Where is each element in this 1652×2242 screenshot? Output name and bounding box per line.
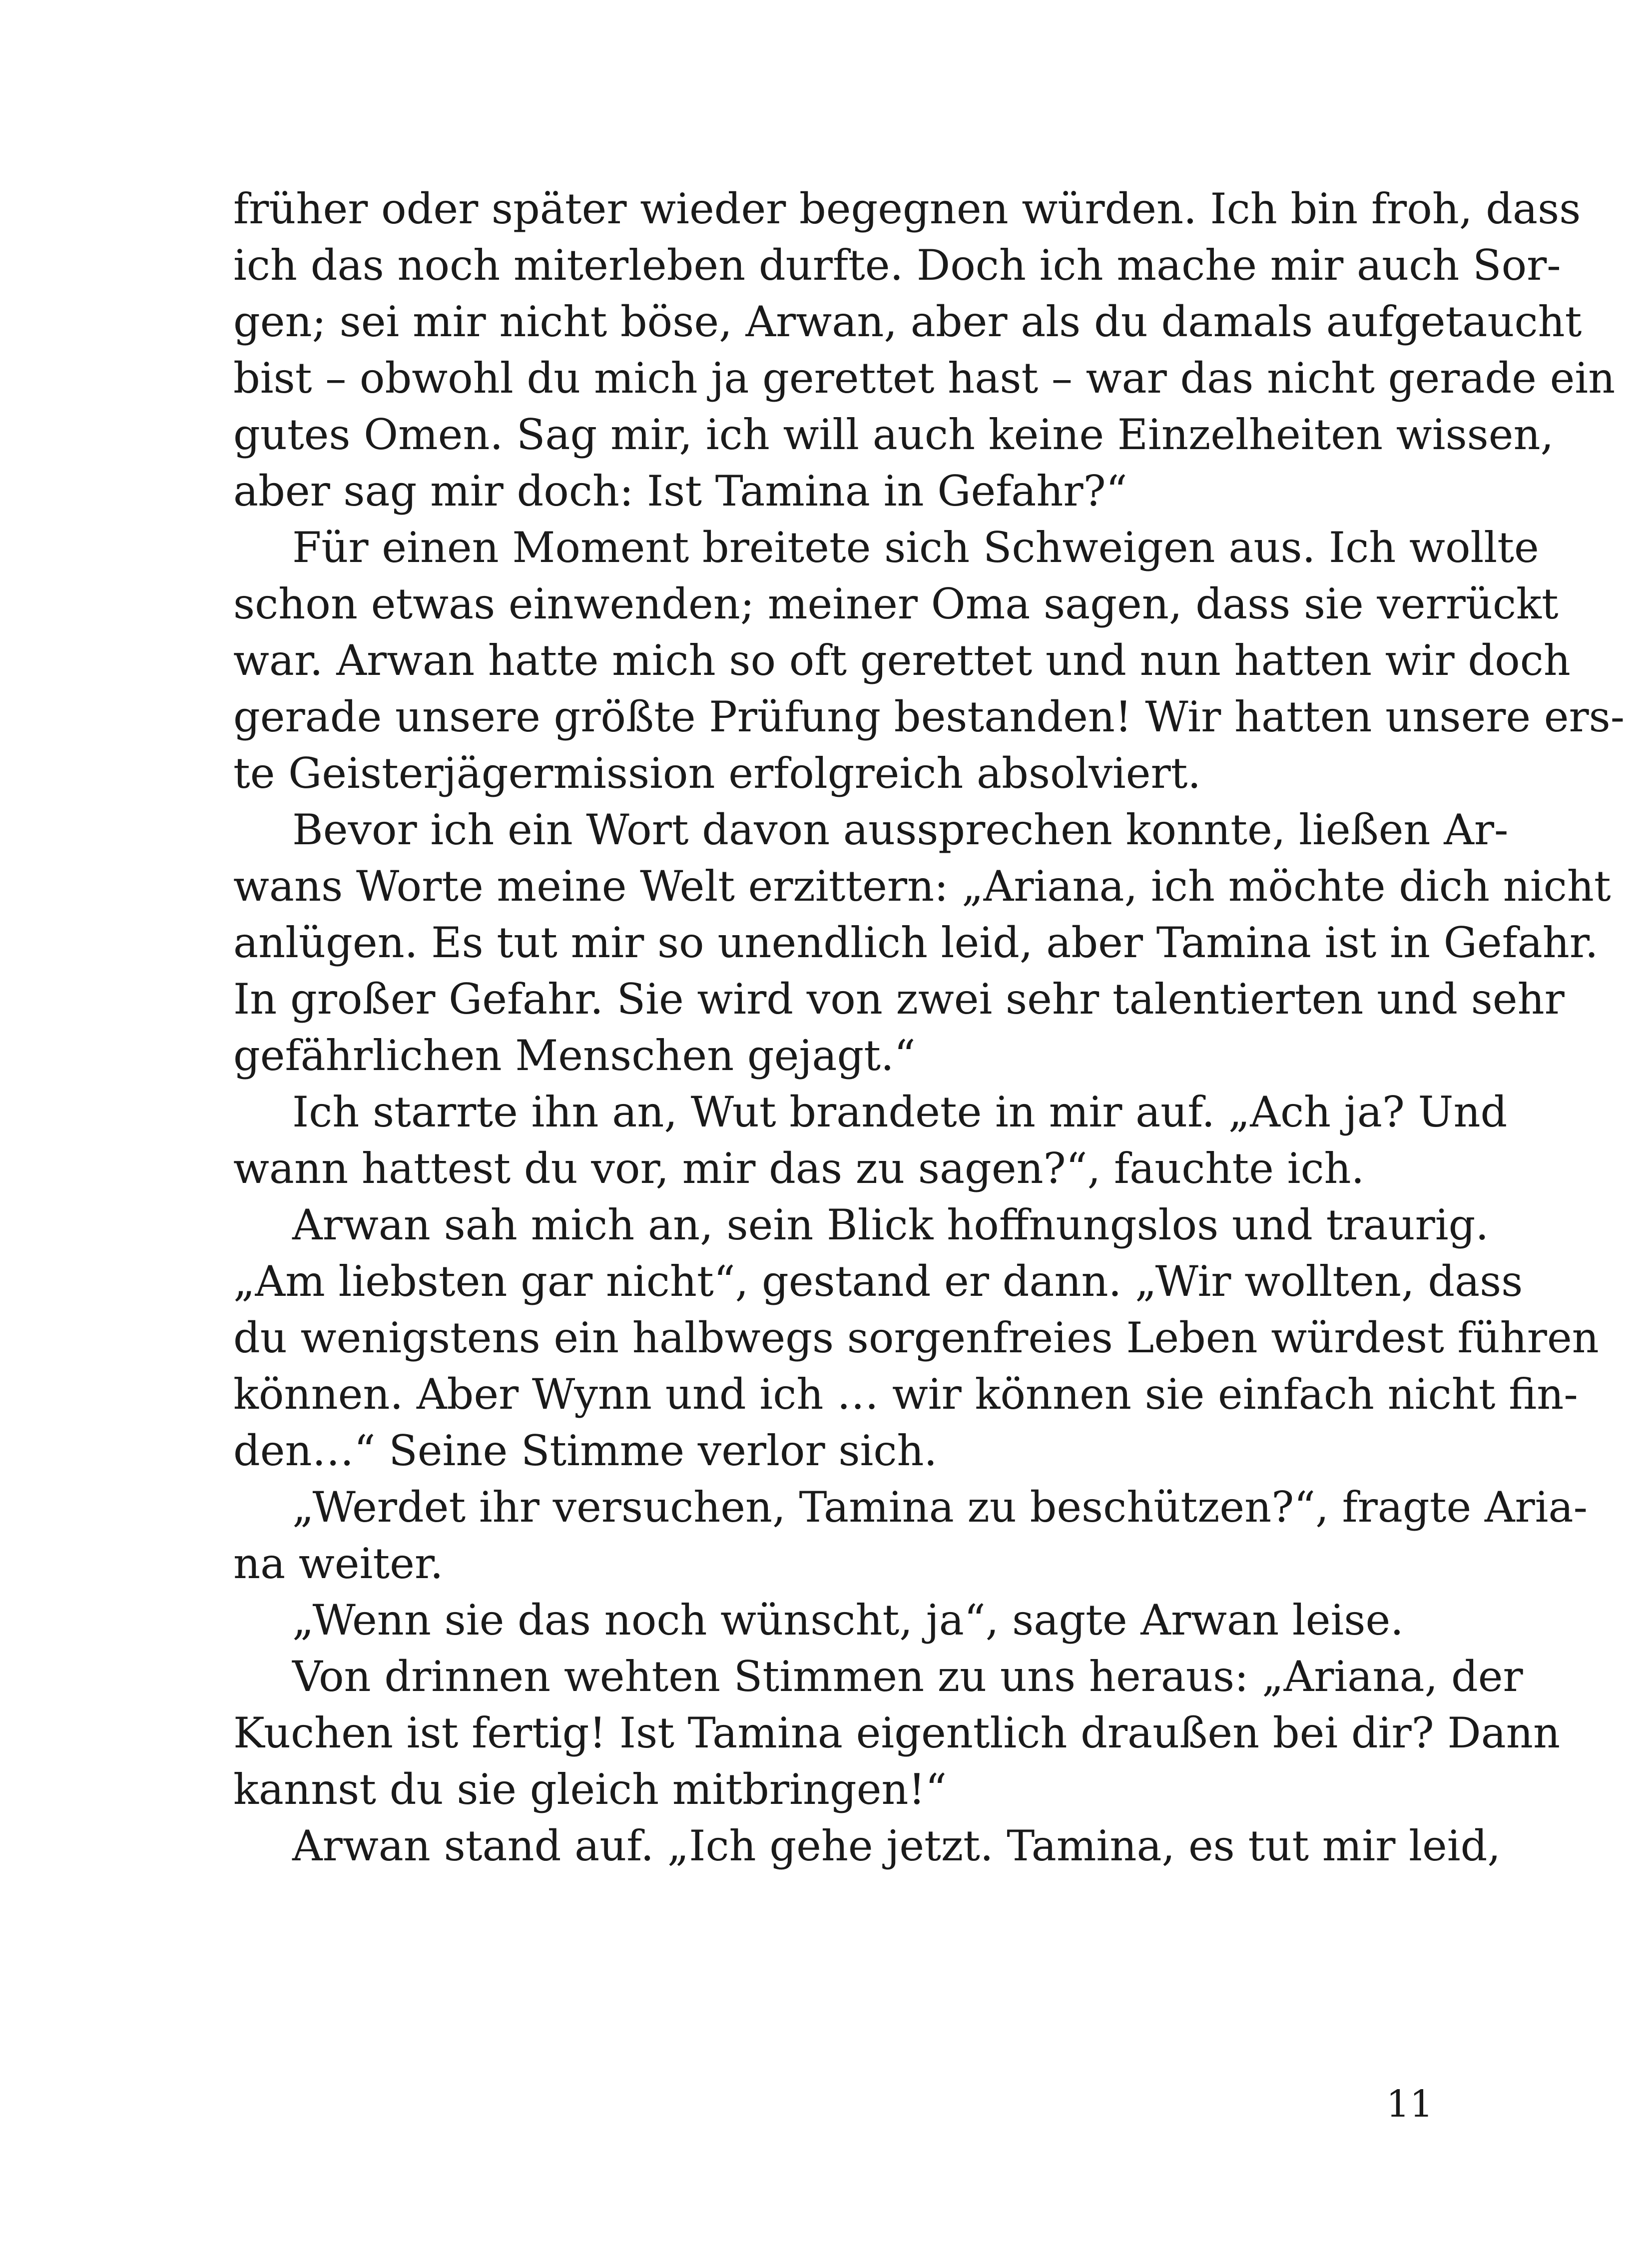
paragraph-first-line: Arwan sah mich an, sein Blick hoffnungslos und traurig. <box>292 1200 1489 1249</box>
paragraph-first-line: Für einen Moment breitete sich Schweigen aus. Ich wollte <box>292 523 1539 572</box>
text-line: du wenigstens ein halbwegs sorgenfreies Leben würdest führen <box>233 1313 1599 1362</box>
text-line: In großer Gefahr. Sie wird von zwei sehr talentierten und sehr <box>233 975 1565 1024</box>
text-line: anlügen. Es tut mir so unendlich leid, aber Tamina ist in Gefahr. <box>233 918 1599 967</box>
text-line: können. Aber Wynn und ich … wir können sie einfach nicht fin- <box>233 1370 1578 1419</box>
text-line: gerade unsere größte Prüfung bestanden! Wir hatten unsere ers- <box>233 692 1625 741</box>
text-line: schon etwas einwenden; meiner Oma sagen, dass sie verrückt <box>233 579 1559 628</box>
text-line: ich das noch miterleben durfte. Doch ich mache mir auch Sor- <box>233 241 1561 290</box>
text-line: früher oder später wieder begegnen würden. Ich bin froh, dass <box>233 184 1581 233</box>
text-line: te Geisterjägermission erfolgreich absolviert. <box>233 749 1201 798</box>
text-line: war. Arwan hatte mich so oft gerettet und nun hatten wir doch <box>233 636 1571 685</box>
paragraph-first-line: Von drinnen wehten Stimmen zu uns heraus: „Ariana, der <box>292 1652 1523 1701</box>
text-line: gutes Omen. Sag mir, ich will auch keine Einzelheiten wissen, <box>233 410 1554 459</box>
paragraph-first-line: „Werdet ihr versuchen, Tamina zu beschützen?“, fragte Aria- <box>292 1483 1588 1532</box>
text-line: wann hattest du vor, mir das zu sagen?“, fauchte ich. <box>233 1144 1365 1193</box>
text-line: Kuchen ist fertig! Ist Tamina eigentlich draußen bei dir? Dann <box>233 1708 1561 1757</box>
paragraph-first-line: Bevor ich ein Wort davon aussprechen konnte, ließen Ar- <box>292 805 1509 854</box>
text-line: bist – obwohl du mich ja gerettet hast – war das nicht gerade ein <box>233 354 1616 403</box>
text-line: den…“ Seine Stimme verlor sich. <box>233 1426 938 1475</box>
text-line: wans Worte meine Welt erzittern: „Ariana, ich möchte dich nicht <box>233 862 1611 911</box>
text-line: „Am liebsten gar nicht“, gestand er dann. „Wir wollten, dass <box>233 1257 1523 1306</box>
text-line: gen; sei mir nicht böse, Arwan, aber als du damals aufgetaucht <box>233 297 1582 346</box>
text-line: gefährlichen Menschen gejagt.“ <box>233 1031 916 1080</box>
text-line: na weiter. <box>233 1539 444 1588</box>
text-line: aber sag mir doch: Ist Tamina in Gefahr?“ <box>233 467 1127 516</box>
text-line: kannst du sie gleich mitbringen!“ <box>233 1765 947 1814</box>
paragraph-first-line: „Wenn sie das noch wünscht, ja“, sagte Arwan leise. <box>292 1596 1404 1645</box>
page-number: 11 <box>1386 2083 1433 2126</box>
paragraph-first-line: Ich starrte ihn an, Wut brandete in mir auf. „Ach ja? Und <box>292 1088 1508 1136</box>
paragraph-first-line: Arwan stand auf. „Ich gehe jetzt. Tamina, es tut mir leid, <box>292 1821 1501 1870</box>
